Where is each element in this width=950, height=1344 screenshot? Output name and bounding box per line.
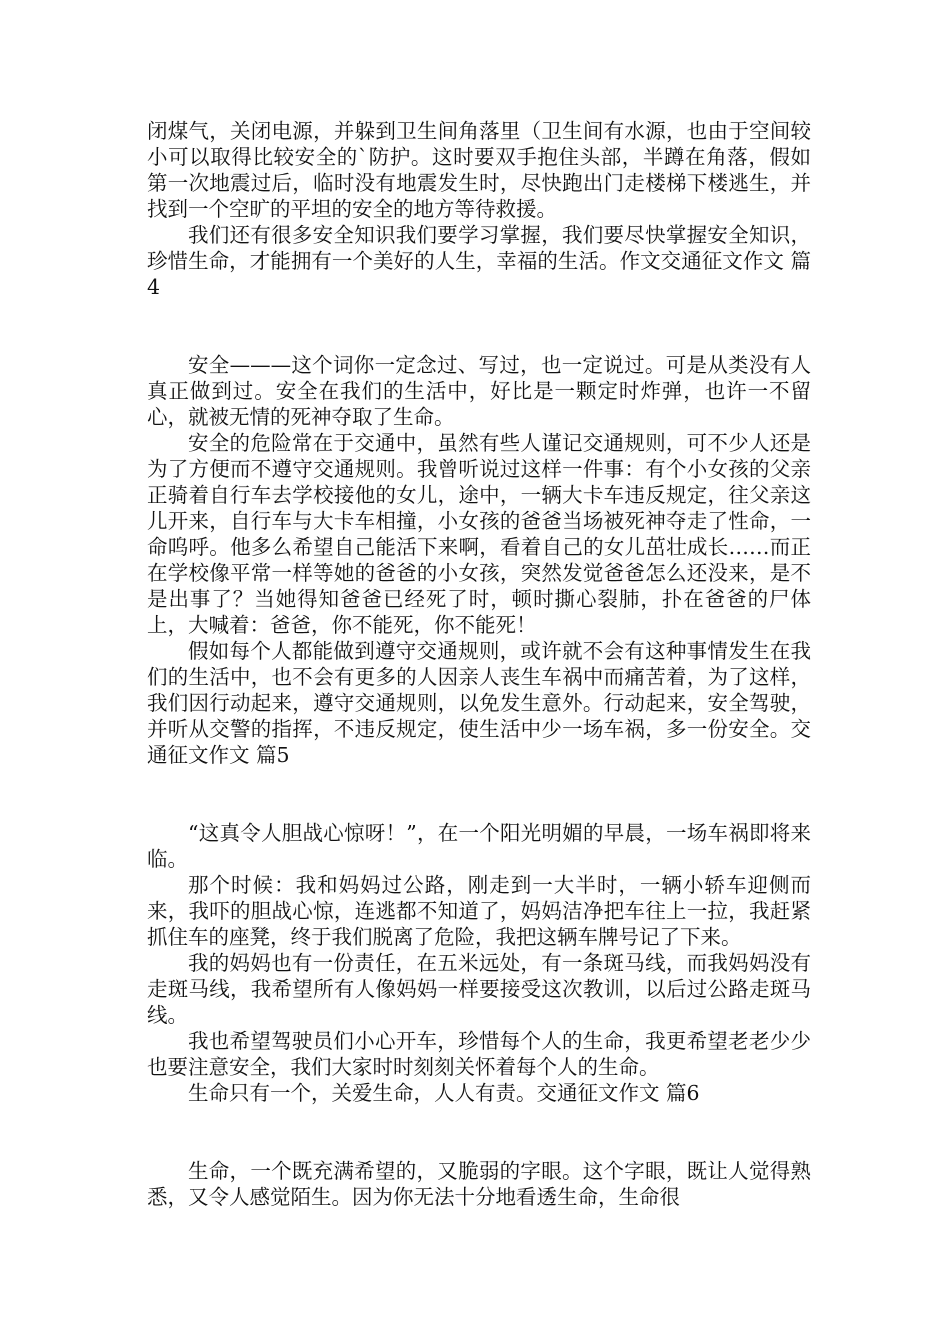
paragraph: 我的妈妈也有一份责任，在五米远处，有一条斑马线，而我妈妈没有走斑马线，我希望所有人像妈妈一样要接受这次教训，以后过公路走斑马线。 xyxy=(147,951,811,1027)
section-gap xyxy=(147,768,811,820)
section-gap xyxy=(147,300,811,352)
paragraph: “这真令人胆战心惊呀！”，在一个阳光明媚的早晨，一场车祸即将来临。 xyxy=(147,821,811,871)
section-gap xyxy=(147,1106,811,1158)
paragraph: 生命只有一个，关爱生命，人人有责。交通征文作文 篇6 xyxy=(188,1081,700,1105)
paragraph: 我们还有很多安全知识我们要学习掌握，我们要尽快掌握安全知识，珍惜生命，才能拥有一个美好的人生，幸福的生活。作文交通征文作文 篇4 xyxy=(147,223,811,299)
paragraph: 假如每个人都能做到遵守交通规则，或许就不会有这种事情发生在我们的生活中，也不会有更多的人因亲人丧生车祸中而痛苦着，为了这样，我们因行动起来，遵守交通规则，以免发生意外。行动起来，安全驾驶，并听从交警的指挥，不违反规定，使生活中少一场车祸，多一份安全。交通征文作文 篇5 xyxy=(147,639,811,767)
paragraph: 安全———这个词你一定念过、写过，也一定说过。可是从类没有人真正做到过。安全在我们的生活中，好比是一颗定时炸弹，也许一不留心，就被无情的死神夺取了生命。 xyxy=(147,353,811,429)
document-page xyxy=(147,118,811,1210)
paragraph: 闭煤气，关闭电源，并躲到卫生间角落里（卫生间有水源，也由于空间较小可以取得比较安全的`防护。这时要双手抱住头部，半蹲在角落，假如第一次地震过后，临时没有地震发生时，尽快跑出门走楼梯下楼逃生，并找到一个空旷的平坦的安全的地方等待救援。 xyxy=(147,119,811,221)
paragraph: 那个时候：我和妈妈过公路，刚走到一大半时，一辆小轿车迎侧而来，我吓的胆战心惊，连逃都不知道了，妈妈洁净把车往上一拉，我赶紧抓住车的座凳，终于我们脱离了危险，我把这辆车牌号记了下来。 xyxy=(147,873,811,949)
paragraph: 我也希望驾驶员们小心开车，珍惜每个人的生命，我更希望老老少少也要注意安全，我们大家时时刻刻关怀着每个人的生命。 xyxy=(147,1029,811,1079)
paragraph: 安全的危险常在于交通中，虽然有些人谨记交通规则，可不少人还是为了方便而不遵守交通规则。我曾听说过这样一件事：有个小女孩的父亲正骑着自行车去学校接他的女儿，途中，一辆大卡车违反规定，往父亲这儿开来，自行车与大卡车相撞，小女孩的爸爸当场被死神夺走了性命，一命呜呼。他多么希望自己能活下来啊，看着自己的女儿茁壮成长……而正在学校像平常一样等她的爸爸的小女孩，突然发觉爸爸怎么还没来，是不是出事了？当她得知爸爸已经死了时，顿时撕心裂肺，扑在爸爸的尸体上，大喊着：爸爸，你不能死，你不能死！ xyxy=(147,431,811,637)
paragraph: 生命，一个既充满希望的，又脆弱的字眼。这个字眼，既让人觉得熟悉，又令人感觉陌生。因为你无法十分地看透生命，生命很 xyxy=(147,1159,811,1209)
